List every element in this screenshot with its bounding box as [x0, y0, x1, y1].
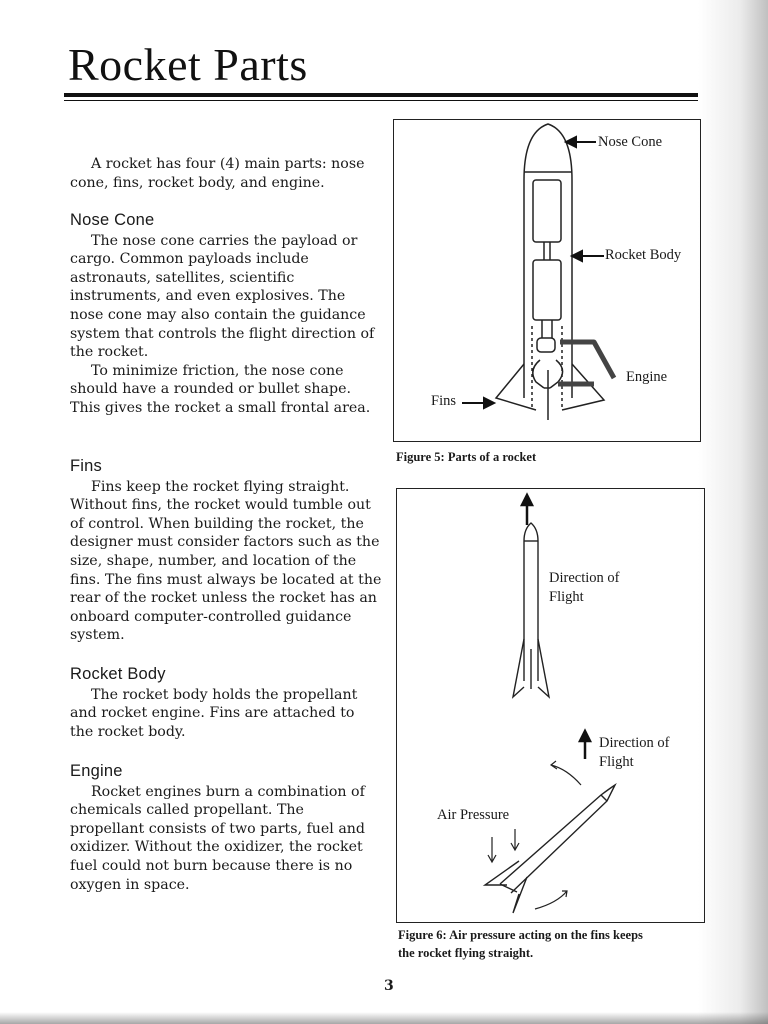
label-engine: Engine	[626, 369, 668, 385]
section-fins	[70, 457, 382, 645]
rocket-outline	[524, 124, 572, 398]
figure-5-rocket-parts	[393, 119, 701, 442]
label-air-pressure: Air Pressure	[437, 807, 510, 823]
air-arrow-right	[511, 829, 519, 850]
air-arrow-left	[488, 837, 496, 862]
label-rocket-body: Rocket Body	[605, 247, 682, 263]
vertical-rocket	[513, 523, 549, 697]
figure-5-caption: Figure 5: Parts of a rocket	[396, 450, 537, 464]
left-fin	[496, 364, 536, 410]
heading-nose-cone: Nose Cone	[70, 211, 155, 229]
label-nose-cone: Nose Cone	[598, 134, 663, 150]
rotation-arrow-top	[551, 761, 581, 785]
upper-tank	[533, 180, 561, 242]
intro-block	[70, 155, 382, 192]
intro-paragraph: A rocket has four (4) main parts: nose cone, fins, rocket body, and engine.	[70, 156, 365, 191]
nose-cone-paragraph-1: The nose cone carries the payload or cargo. Common payloads include astronauts, satellites, scientific instruments, and even explosives. The nose cone may also contain the guidance system that controls the flight direction of the rocket.	[70, 232, 375, 361]
figure-6-caption-line2: the rocket flying straight.	[398, 946, 534, 960]
fins-paragraph: Fins keep the rocket flying straight. Without fins, the rocket would tumble out of control. When building the rocket, the designer must consider factors such as the size, shape, number, and location of the fins. The fins must always be located at the rear of the rocket unless the rocket has an onboard computer-controlled guidance system.	[70, 478, 382, 644]
heading-engine: Engine	[70, 762, 123, 780]
label-direction-2-line1: Direction of	[599, 735, 670, 751]
rotation-arrow-bottom	[535, 891, 567, 909]
section-rocket-body	[70, 665, 382, 741]
rocket-body-paragraph: The rocket body holds the propellant and rocket engine. Fins are attached to the rocket body.	[70, 686, 358, 740]
label-direction-2-line2: Flight	[599, 754, 634, 770]
label-direction-1-line1: Direction of	[549, 570, 620, 586]
page-bottom-shadow	[0, 1012, 768, 1024]
title-rule-thin	[64, 100, 698, 101]
page-title: Rocket Parts	[68, 39, 308, 90]
page-number: 3	[384, 978, 394, 994]
section-nose-cone	[70, 211, 382, 418]
heading-fins: Fins	[70, 457, 102, 475]
engine-pointer	[558, 342, 614, 384]
nose-cone-paragraph-2: To minimize friction, the nose cone should have a rounded or bullet shape. This gives the rocket a small frontal area.	[70, 362, 371, 416]
figure-6-air-pressure	[396, 488, 705, 923]
right-fin	[562, 364, 604, 410]
section-engine	[70, 762, 382, 894]
engine-paragraph: Rocket engines burn a combination of chemicals called propellant. The propellant consists of two parts, fuel and oxidizer. Without the oxidizer, the rocket fuel could not burn because there is no oxygen in space.	[70, 783, 366, 893]
heading-rocket-body: Rocket Body	[70, 665, 166, 683]
page-edge-shadow	[698, 0, 768, 1024]
label-direction-1-line2: Flight	[549, 589, 584, 605]
lower-tank	[533, 260, 561, 320]
figure-6-caption-line1: Figure 6: Air pressure acting on the fins keeps	[398, 928, 643, 942]
label-fins: Fins	[431, 393, 456, 409]
title-rule-thick	[64, 93, 698, 97]
air-pressure-diagram	[397, 489, 704, 922]
angled-rocket	[485, 785, 615, 913]
